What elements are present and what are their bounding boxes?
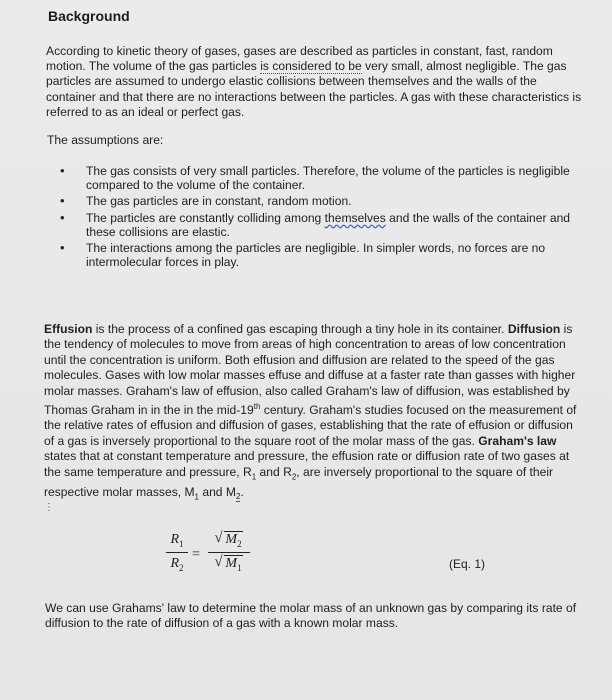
- subscript: 1: [251, 472, 257, 482]
- bullet-icon: •: [60, 240, 65, 256]
- effusion-text-8: .: [240, 484, 244, 499]
- grahams-law-formula: [166, 532, 256, 586]
- assumptions-list: [60, 164, 580, 271]
- subscript: 2: [291, 472, 297, 482]
- sqrt-content: [224, 555, 242, 571]
- assumptions-intro: The assumptions are:: [47, 133, 164, 147]
- formula-sqrt-m1: [208, 553, 250, 573]
- effusion-text-4: states that at constant temperature and pressure, the effusion rate or diffusion rate of two gases at the same temperature and pressure, R: [44, 449, 570, 479]
- list-item-text: The gas consists of very small particles. Therefore, the volume of the particles is negligible compared to the volume of the container.: [86, 164, 570, 193]
- rate-ratio: [166, 532, 188, 573]
- sqrt-icon: [215, 532, 242, 549]
- superscript-th: th: [253, 402, 261, 412]
- formula-sub: 1: [179, 538, 184, 549]
- sqrt-icon: [215, 556, 242, 573]
- list-item-text: The gas particles are in constant, random motion.: [86, 194, 352, 209]
- formula-var: M: [225, 555, 238, 571]
- bullet-icon: •: [60, 163, 65, 178]
- formula-r1: [166, 532, 188, 553]
- formula-sub: 2: [237, 538, 242, 549]
- mass-ratio: [208, 532, 250, 573]
- sqrt-content: [224, 531, 242, 547]
- spelling-flag[interactable]: themselves: [324, 210, 386, 225]
- effusion-text-5: and R: [256, 464, 292, 479]
- cursor-marker: ⋮: [44, 502, 54, 513]
- list-item-text-b: and the walls of the container and these collisions are elastic.: [86, 210, 571, 239]
- intro-text-a: According to kinetic theory of gases, gases are described as particles in constant, fast, random motion. The volume of the gas particles: [46, 44, 553, 74]
- equals-sign: =: [192, 547, 200, 562]
- closing-paragraph: We can use Grahams' law to determine the molar mass of an unknown gas by comparing its rate of diffusion to the rate of diffusion of a gas with a known molar mass.: [45, 601, 577, 631]
- bullet-icon: •: [60, 193, 65, 209]
- intro-text-b: very small, almost negligible. The gas particles are assumed to undergo elastic collisions between themselves and the walls of the container and that there are no interactions between the particles. A gas with these characteristics is referred to as an ideal or perfect gas.: [46, 59, 582, 119]
- term-diffusion: Diffusion: [507, 322, 561, 336]
- subscript: 2: [235, 491, 241, 501]
- formula-sub: 2: [179, 562, 184, 573]
- effusion-text-2: is the tendency of molecules to move from areas of high concentration to areas of low concentration until the concentration is uniform. Both effusion and diffusion are related to the speed of the gas molecules. Gases with low molar masses effuse and diffuse at a faster rate than gasses with higher molar masses. Graham's law of effusion, also called Graham's law of diffusion, was established by Thomas Graham in in the in the mid-19: [44, 322, 576, 418]
- formula-r2: [166, 553, 188, 573]
- list-item: [60, 194, 580, 208]
- list-item-text-a: The particles are constantly colliding among: [86, 210, 325, 225]
- formula-var: M: [225, 532, 238, 547]
- list-item: [60, 241, 580, 269]
- equation-label: (Eq. 1): [449, 557, 486, 571]
- grammar-flag[interactable]: is considered to be: [260, 59, 362, 74]
- effusion-paragraph: [44, 322, 584, 504]
- formula-sqrt-m2: [208, 532, 250, 553]
- effusion-text-7: and M: [199, 484, 236, 499]
- effusion-text-3: century. Graham's studies focused on the measurement of the relative rates of effusion and diffusion of gases, establishing that the rate of effusion or diffusion of a gas is inversely proportional to the square root of the molar mass of the gas.: [44, 403, 577, 448]
- intro-paragraph: [46, 44, 586, 120]
- list-item: [60, 211, 580, 239]
- list-item: [60, 164, 580, 192]
- bullet-icon: •: [60, 209, 65, 225]
- formula-var: R: [170, 532, 180, 547]
- subscript: 1: [194, 491, 199, 501]
- formula-sub: 1: [237, 562, 242, 573]
- formula-var: R: [170, 555, 180, 571]
- term-effusion: Effusion: [44, 322, 93, 336]
- term-grahams-law: Graham's law: [478, 433, 557, 448]
- section-heading: Background: [48, 8, 130, 24]
- effusion-text-1: is the process of a confined gas escaping through a tiny hole in its container.: [92, 322, 508, 336]
- effusion-text-6: , are inversely proportional to the square of their respective molar masses, M: [44, 464, 554, 499]
- list-item-text: The interactions among the particles are negligible. In simpler words, no forces are no intermolecular forces in play.: [86, 241, 546, 270]
